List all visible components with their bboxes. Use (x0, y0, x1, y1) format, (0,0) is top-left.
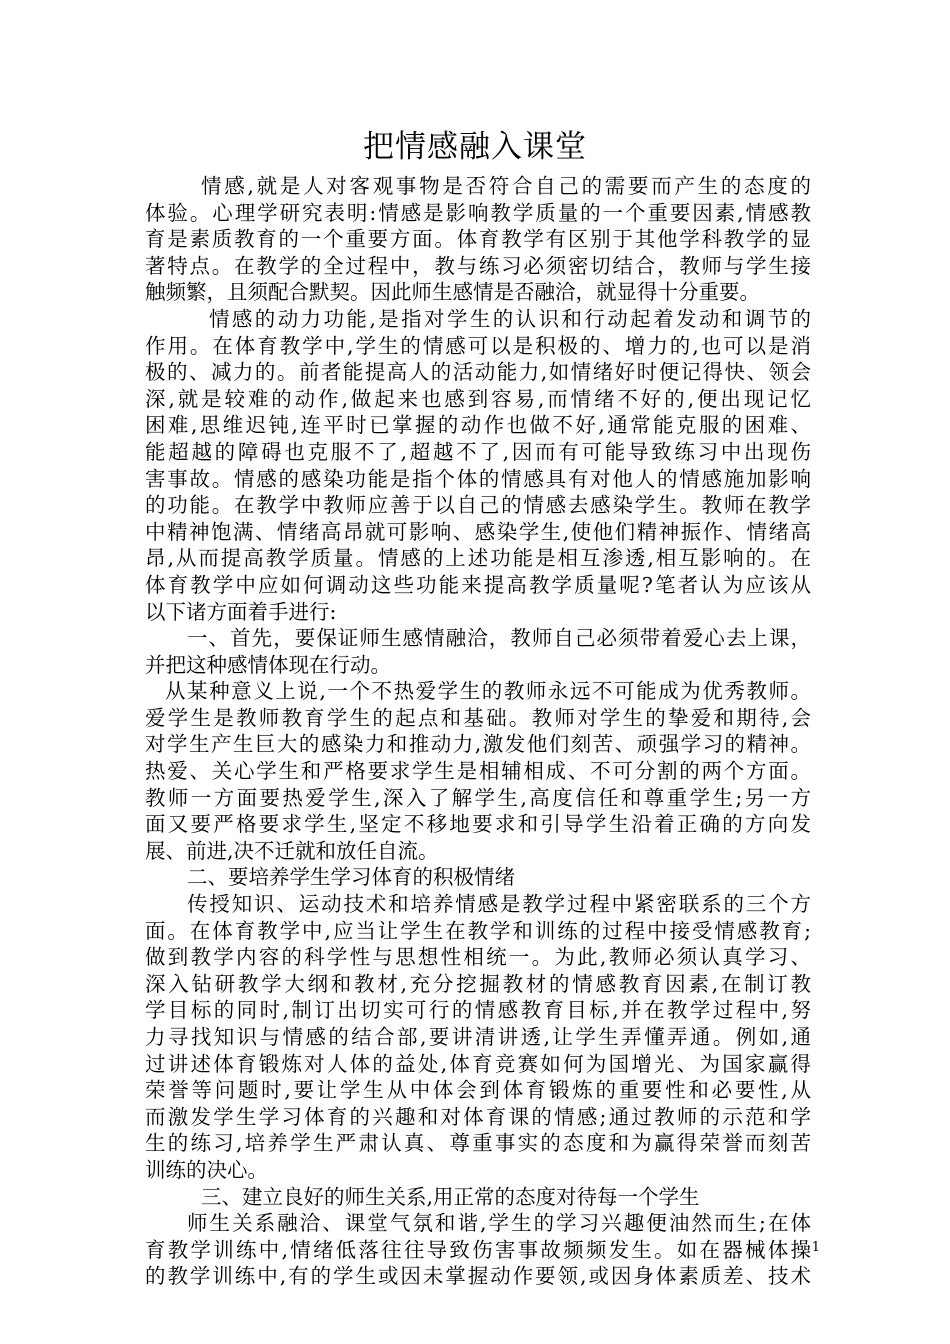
text-line: 作用。在体育教学中,学生的情感可以是积极的、增力的,也可以是消 (145, 333, 811, 358)
text-line: 三、建立良好的师生关系,用正常的态度对待每一个学生 (201, 1184, 700, 1209)
text-line: 深入钻研教学大纲和教材,充分挖掘教材的情感教育因素,在制订教 (145, 971, 811, 996)
text-line: 热爱、关心学生和严格要求学生是相辅相成、不可分割的两个方面。 (145, 759, 811, 784)
text-line: 著特点。在教学的全过程中，教与练习必须密切结合，教师与学生接 (145, 253, 811, 278)
text-line: 昂,从而提高教学质量。情感的上述功能是相互渗透,相互影响的。在 (145, 546, 811, 571)
text-line: 困难,思维迟钝,连平时已掌握的动作也做不好,通常能克服的困难、 (145, 413, 811, 438)
text-line: 情感,就是人对客观事物是否符合自己的需要而产生的态度的 (201, 174, 811, 198)
text-line: 过讲述体育锻炼对人体的益处,体育竞赛如何为国增光、为国家赢得 (145, 1051, 811, 1076)
text-line: 的功能。在教学中教师应善于以自己的情感去感染学生。教师在教学 (145, 493, 811, 518)
text-line: 深,就是较难的动作,做起来也感到容易,而情绪不好的,便出现记忆 (145, 386, 811, 411)
text-line: 面又要严格要求学生,坚定不移地要求和引导学生沿着正确的方向发 (145, 812, 811, 837)
text-line: 力寻找知识与情感的结合部,要讲清讲透,让学生弄懂弄通。例如,通 (145, 1025, 811, 1049)
text-line: 体验。心理学研究表明:情感是影响教学质量的一个重要因素,情感教 (145, 200, 811, 225)
text-line: 以下诸方面着手进行: (145, 599, 337, 624)
text-line: 一、首先，要保证师生感情融洽，教师自己必须带着爱心去上课， (187, 626, 811, 651)
text-line: 极的、减力的。前者能提高人的活动能力,如情绪好时便记得快、领会 (145, 360, 811, 385)
text-line: 中精神饱满、情绪高昂就可影响、感染学生,使他们精神振作、情绪高 (145, 519, 811, 544)
text-line: 的教学训练中,有的学生或因未掌握动作要领,或因身体素质差、技术 (145, 1264, 811, 1289)
document-title: 把情感融入课堂 (363, 129, 587, 165)
text-line: 做到教学内容的科学性与思想性相统一。为此,教师必须认真学习、 (145, 945, 811, 970)
document-body (145, 173, 811, 1290)
text-line: 爱学生是教师教育学生的起点和基础。教师对学生的挚爱和期待,会 (145, 705, 811, 730)
text-line: 对学生产生巨大的感染力和推动力,激发他们刻苦、顽强学习的精神。 (145, 732, 811, 757)
text-line: 情感的动力功能,是指对学生的认识和行动起着发动和调节的 (209, 306, 811, 331)
text-line: 并把这种感情体现在行动。 (145, 652, 391, 677)
text-line: 荣誉等问题时,要让学生从中体会到体育锻炼的重要性和必要性,从 (145, 1078, 811, 1103)
text-line: 体育教学中应如何调动这些功能来提高教学质量呢?笔者认为应该从 (145, 572, 811, 597)
text-line: 从某种意义上说,一个不热爱学生的教师永远不可能成为优秀教师。 (165, 679, 811, 704)
text-line: 教师一方面要热爱学生,深入了解学生,高度信任和尊重学生;另一方 (145, 785, 811, 810)
text-line: 害事故。情感的感染功能是指个体的情感具有对他人的情感施加影响 (145, 466, 811, 491)
text-line: 育是素质教育的一个重要方面。体育教学有区别于其他学科教学的显 (145, 227, 811, 252)
text-line: 展、前进,决不迁就和放任自流。 (145, 838, 439, 863)
text-line: 触频繁，且须配合默契。因此师生感情是否融洽，就显得十分重要。 (145, 280, 760, 305)
text-line: 面。在体育教学中,应当让学生在教学和训练的过程中接受情感教育; (145, 918, 811, 943)
page-number: 1 (811, 1240, 820, 1255)
text-line: 传授知识、运动技术和培养情感是教学过程中紧密联系的三个方 (187, 892, 811, 917)
text-line: 师生关系融洽、课堂气氛和谐,学生的学习兴趣便油然而生;在体 (187, 1211, 811, 1236)
text-line: 育教学训练中,情绪低落往往导致伤害事故频频发生。如在器械体操 (145, 1237, 811, 1262)
text-line: 能超越的障碍也克服不了,超越不了,因而有可能导致练习中出现伤 (145, 439, 811, 464)
text-line: 学目标的同时,制订出切实可行的情感教育目标,并在教学过程中,努 (145, 998, 811, 1023)
text-line: 训练的决心。 (145, 1157, 268, 1182)
text-line: 生的练习,培养学生严肃认真、尊重事实的态度和为赢得荣誉而刻苦 (145, 1131, 811, 1156)
text-line: 而激发学生学习体育的兴趣和对体育课的情感;通过教师的示范和学 (145, 1104, 811, 1129)
text-line: 二、要培养学生学习体育的积极情绪 (187, 865, 515, 890)
